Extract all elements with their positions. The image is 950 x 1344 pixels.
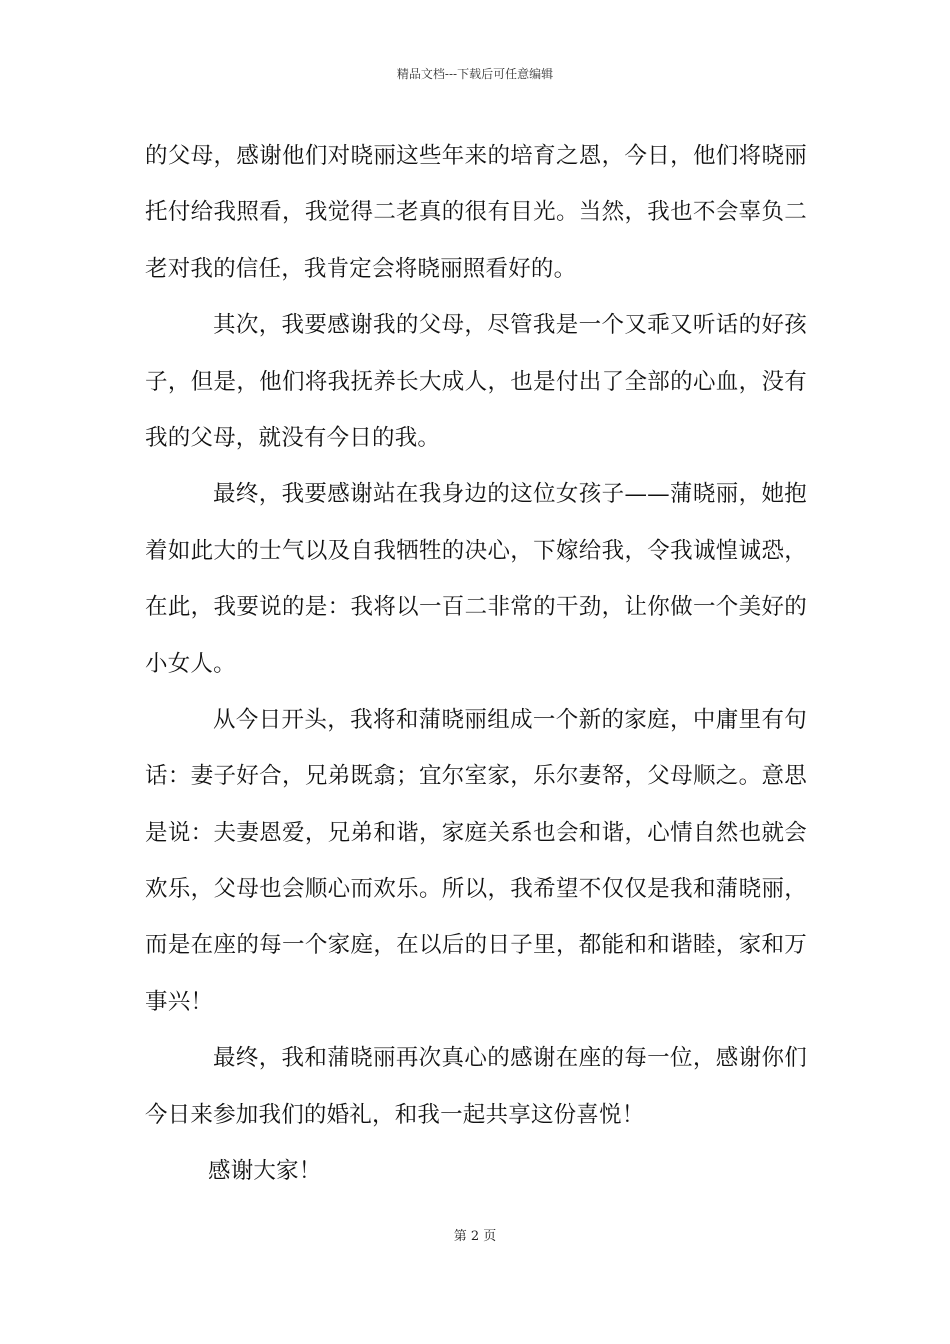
paragraph-5-line-1: 最终，我和蒲晓丽再次真心的感谢在座的每一位，感谢你们 (213, 1045, 807, 1072)
paragraph-4-line-5: 而是在座的每一个家庭，在以后的日子里，都能和和谐睦，家和万 (145, 932, 807, 959)
paragraph-2-line-2: 子，但是，他们将我抚养长大成人，也是付出了全部的心血，没有 (145, 368, 807, 395)
paragraph-4-line-3: 是说：夫妻恩爱，兄弟和谐，家庭关系也会和谐，心情自然也就会 (145, 819, 807, 846)
paragraph-4-line-1: 从今日开头，我将和蒲晓丽组成一个新的家庭，中庸里有句 (213, 706, 807, 733)
paragraph-1-line-1: 的父母，感谢他们对晓丽这些年来的培育之恩，今日，他们将晓丽 (145, 143, 807, 169)
document-body (145, 128, 807, 1199)
paragraph-2-line-3: 我的父母，就没有今日的我。 (145, 424, 441, 451)
closing-line: 感谢大家！ (208, 1158, 322, 1185)
page-number: 第 2 页 (453, 1229, 497, 1244)
paragraph-3-line-3: 在此，我要说的是：我将以一百二非常的干劲，让你做一个美好的 (145, 594, 807, 621)
page-header: 精品文档---下载后可任意编辑 (396, 67, 554, 81)
paragraph-4-line-2: 话：妻子好合，兄弟既翕；宜尔室家，乐尔妻帑，父母顺之。意思 (145, 763, 807, 790)
paragraph-4-line-6: 事兴！ (145, 988, 214, 1015)
paragraph-3-line-2: 着如此大的士气以及自我牺牲的决心，下嫁给我，令我诚惶诚恐， (145, 537, 807, 564)
paragraph-1-line-2: 托付给我照看，我觉得二老真的很有目光。当然，我也不会辜负二 (145, 199, 807, 226)
paragraph-4-line-4: 欢乐，父母也会顺心而欢乐。所以，我希望不仅仅是我和蒲晓丽， (145, 876, 807, 903)
paragraph-5-line-2: 今日来参加我们的婚礼，和我一起共享这份喜悦！ (145, 1101, 645, 1128)
paragraph-3-line-1: 最终，我要感谢站在我身边的这位女孩子——蒲晓丽，她抱 (213, 481, 807, 508)
paragraph-1-line-3: 老对我的信任，我肯定会将晓丽照看好的。 (145, 255, 577, 282)
paragraph-2-line-1: 其次，我要感谢我的父母，尽管我是一个又乖又听话的好孩 (213, 312, 807, 339)
paragraph-3-line-4: 小女人。 (145, 650, 236, 677)
